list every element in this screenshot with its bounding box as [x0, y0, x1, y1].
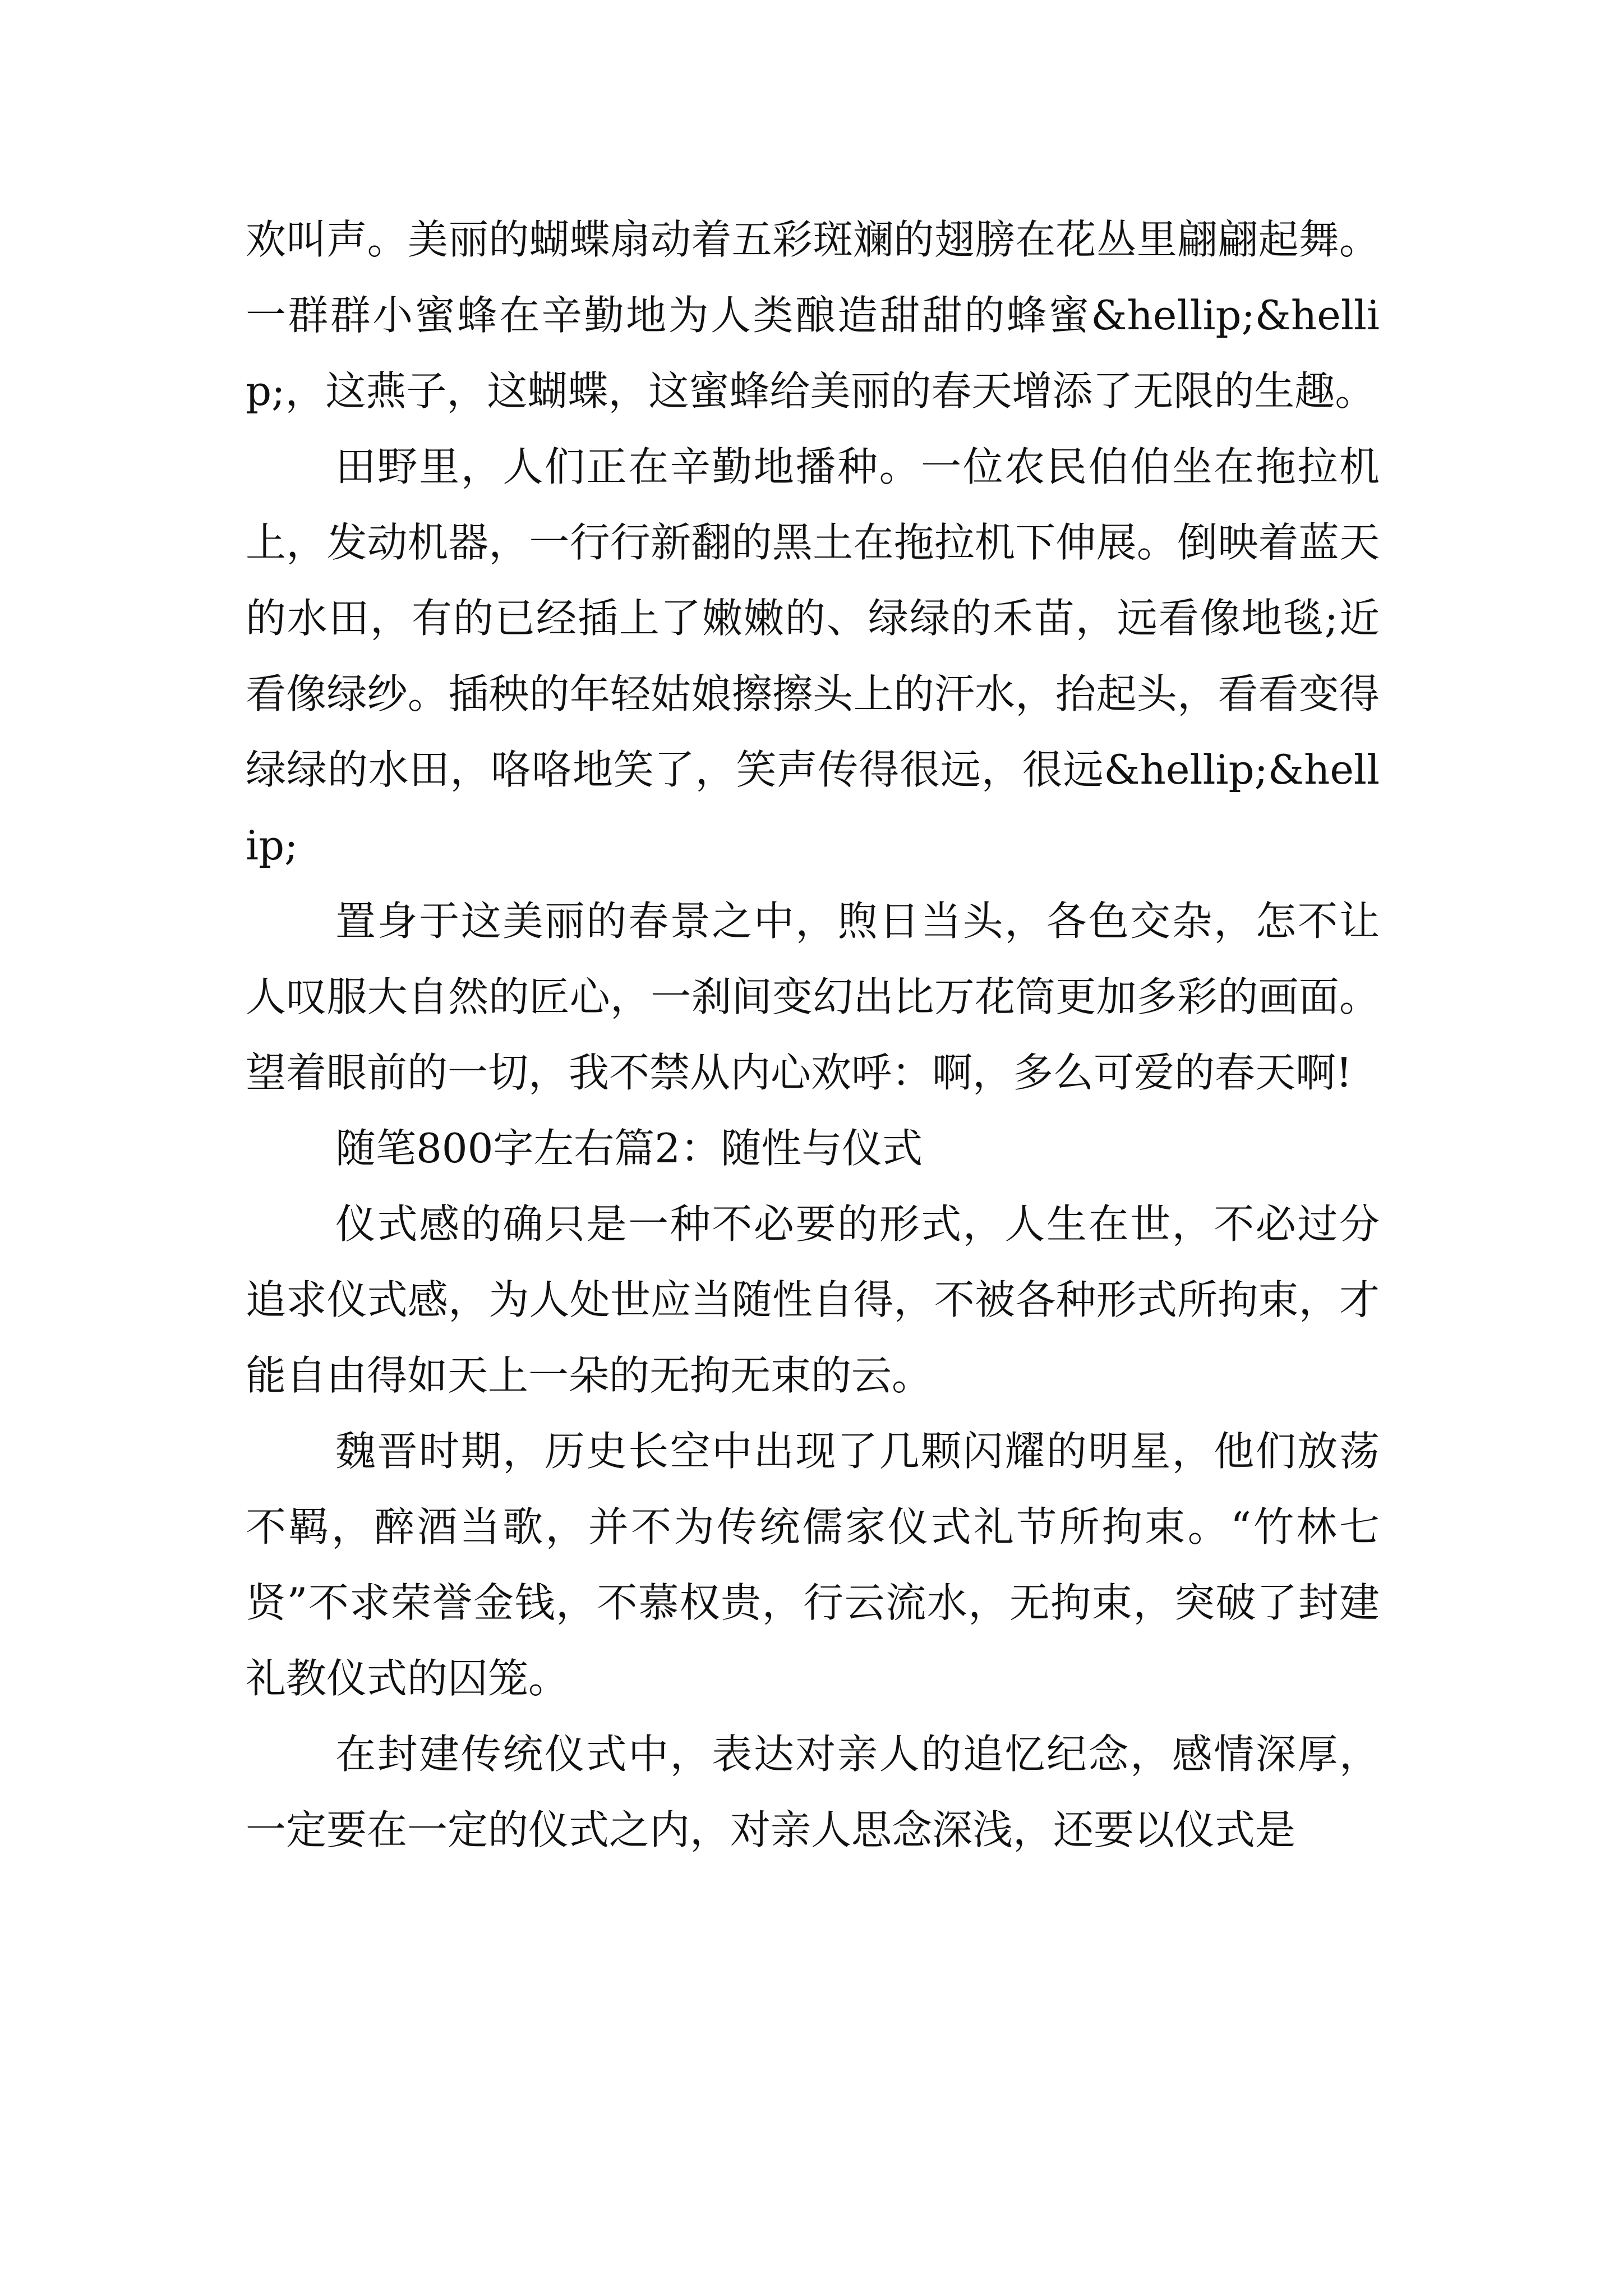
paragraph-2: 田野里，人们正在辛勤地播种。一位农民伯伯坐在拖拉机上，发动机器，一行行新翻的黑土在拖拉机下伸展。倒映着蓝天的水田，有的已经插上了嫩嫩的、绿绿的禾苗，远看像地毯;近看像绿纱。插秧的年轻姑娘擦擦头上的汗水，抬起头，看看变得绿绿的水田，咯咯地笑了，笑声传得很远，很远&hellip;&hellip; [246, 443, 1380, 869]
body-text [246, 202, 1380, 1868]
paragraph-1: 欢叫声。美丽的蝴蝶扇动着五彩斑斓的翅膀在花丛里翩翩起舞。一群群小蜜蜂在辛勤地为人类酿造甜甜的蜂蜜&hellip;&hellip;，这燕子，这蝴蝶，这蜜蜂给美丽的春天增添了无限的生趣。 [246, 216, 1380, 415]
paragraph-6: 在封建传统仪式中，表达对亲人的追忆纪念，感情深厚，一定要在一定的仪式之内，对亲人思念深浅，还要以仪式是 [246, 1731, 1380, 1853]
section-heading: 随笔800字左右篇2：随性与仪式 [335, 1125, 923, 1172]
paragraph-4: 仪式感的确只是一种不必要的形式，人生在世，不必过分追求仪式感，为人处世应当随性自得，不被各种形式所拘束，才能自由得如天上一朵的无拘无束的云。 [246, 1200, 1380, 1399]
paragraph-3: 置身于这美丽的春景之中，煦日当头，各色交杂，怎不让人叹服大自然的匠心，一刹间变幻出比万花筒更加多彩的画面。望着眼前的一切，我不禁从内心欢呼：啊，多么可爱的春天啊! [246, 898, 1380, 1096]
paragraph-5: 魏晋时期，历史长空中出现了几颗闪耀的明星，他们放荡不羁，醉酒当歌，并不为传统儒家仪式礼节所拘束。“竹林七贤”不求荣誉金钱，不慕权贵，行云流水，无拘束，突破了封建礼教仪式的囚笼。 [246, 1428, 1380, 1702]
